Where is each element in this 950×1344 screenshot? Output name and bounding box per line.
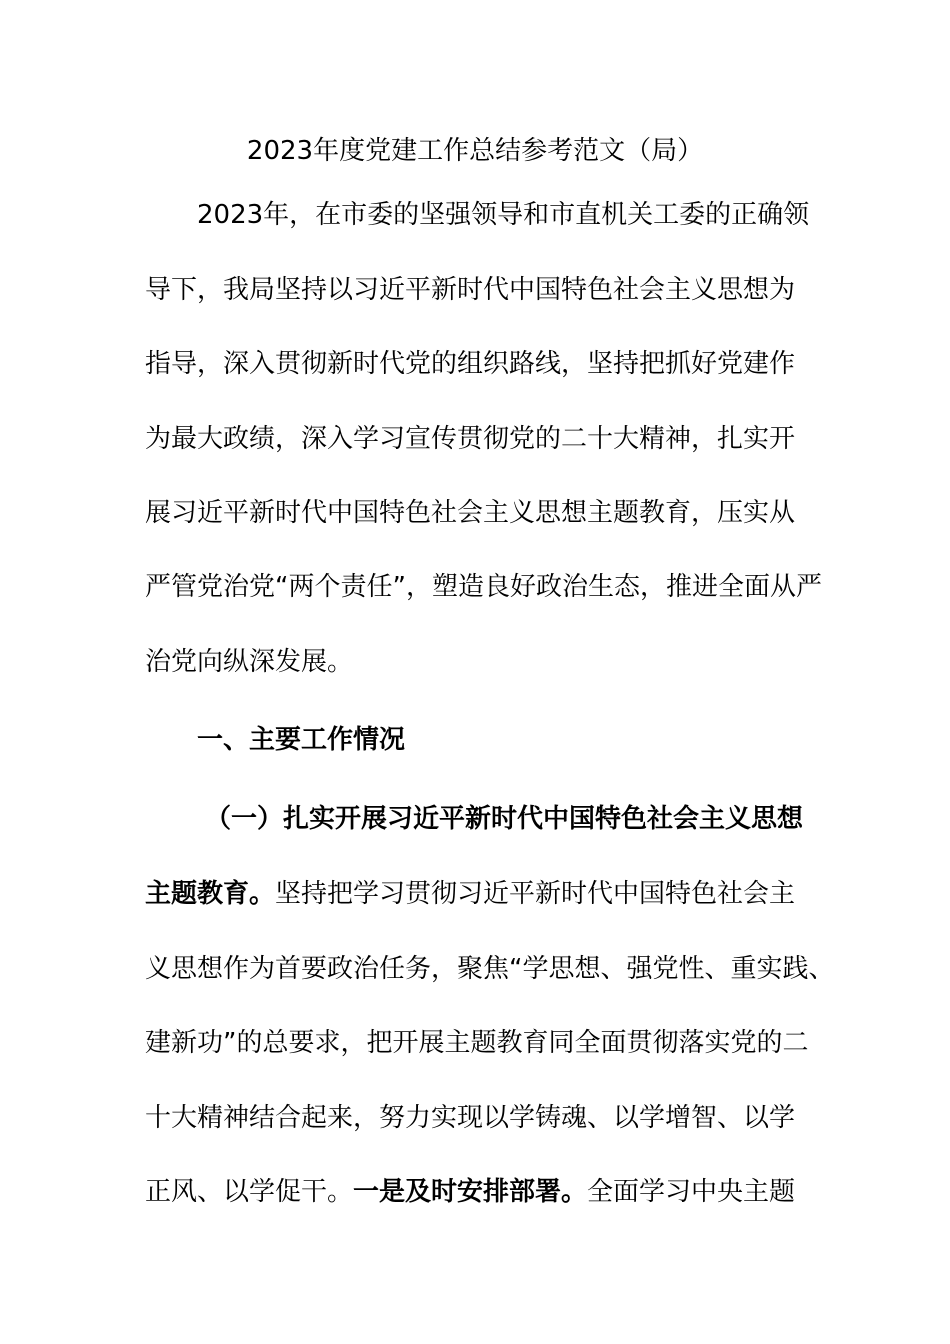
point-heading: 一是及时安排部署。 — [353, 1177, 588, 1207]
body-line-3: 建新功”的总要求，把开展主题教育同全面贯彻落实党的二 — [145, 1028, 809, 1058]
body-line-5 — [145, 1174, 795, 1210]
intro-line-6: 严管党治党“两个责任”，塑造良好政治生态，推进全面从严 — [145, 572, 822, 602]
intro-line-2: 导下，我局坚持以习近平新时代中国特色社会主义思想为 — [145, 275, 796, 305]
body-text: 全面学习中央主题 — [587, 1177, 796, 1207]
body-text: 正风、以学促干。 — [145, 1177, 354, 1207]
body-line-2: 义思想作为首要政治任务，聚焦“学思想、强党性、重实践、 — [145, 954, 835, 984]
body-text: 坚持把学习贯彻习近平新时代中国特色社会主 — [275, 879, 796, 909]
intro-line-4: 为最大政绩，深入学习宣传贯彻党的二十大精神，扎实开 — [145, 424, 796, 454]
intro-line-7: 治党向纵深发展。 — [145, 647, 354, 677]
section-heading: 一、主要工作情况 — [197, 725, 406, 755]
intro-line-5: 展习近平新时代中国特色社会主义思想主题教育，压实从 — [145, 498, 796, 528]
intro-line-1: 2023年，在市委的坚强领导和市直机关工委的正确领 — [197, 200, 810, 230]
body-line-1 — [145, 876, 795, 912]
intro-line-3: 指导，深入贯彻新时代党的组织路线，坚持把抓好党建作 — [145, 349, 796, 379]
body-line-4: 十大精神结合起来，努力实现以学铸魂、以学增智、以学 — [145, 1103, 796, 1133]
document-title: 2023年度党建工作总结参考范文（局） — [246, 136, 704, 166]
subsection-heading: （一）扎实开展习近平新时代中国特色社会主义思想 — [205, 804, 804, 834]
subsection-heading-end: 主题教育。 — [145, 879, 276, 909]
